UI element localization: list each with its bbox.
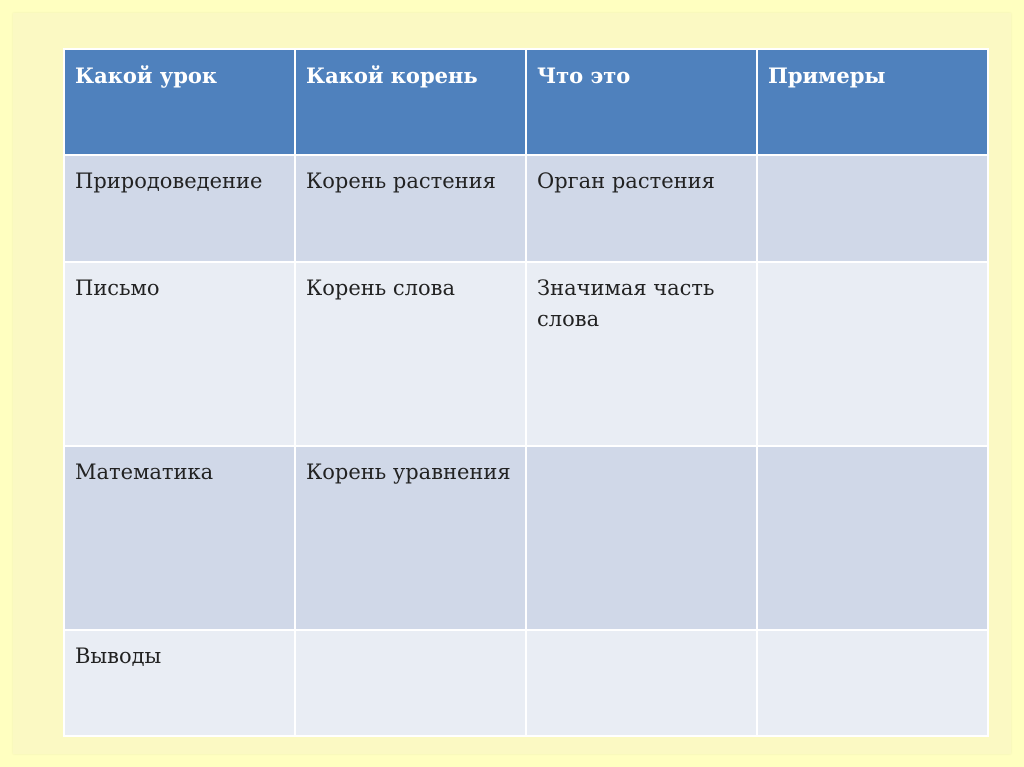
cell-lesson: Письмо <box>64 262 295 446</box>
cell-examples <box>757 155 988 262</box>
cell-examples <box>757 630 988 736</box>
cell-lesson: Математика <box>64 446 295 630</box>
lesson-root-table <box>63 48 989 737</box>
cell-lesson: Выводы <box>64 630 295 736</box>
table-body <box>64 155 988 736</box>
table-header <box>64 49 988 155</box>
cell-root: Корень слова <box>295 262 526 446</box>
header-meaning: Что это <box>526 49 757 155</box>
cell-meaning: Орган растения <box>526 155 757 262</box>
slide <box>13 13 1011 754</box>
table-row <box>64 155 988 262</box>
cell-lesson: Природоведение <box>64 155 295 262</box>
table-row <box>64 630 988 736</box>
header-examples: Примеры <box>757 49 988 155</box>
table-row <box>64 446 988 630</box>
cell-root: Корень уравнения <box>295 446 526 630</box>
header-row <box>64 49 988 155</box>
table-row <box>64 262 988 446</box>
header-root: Какой корень <box>295 49 526 155</box>
header-lesson: Какой урок <box>64 49 295 155</box>
cell-meaning <box>526 630 757 736</box>
cell-meaning: Значимая часть слова <box>526 262 757 446</box>
cell-examples <box>757 262 988 446</box>
cell-root: Корень растения <box>295 155 526 262</box>
cell-meaning <box>526 446 757 630</box>
cell-root <box>295 630 526 736</box>
lesson-root-table-container <box>63 48 989 736</box>
cell-examples <box>757 446 988 630</box>
